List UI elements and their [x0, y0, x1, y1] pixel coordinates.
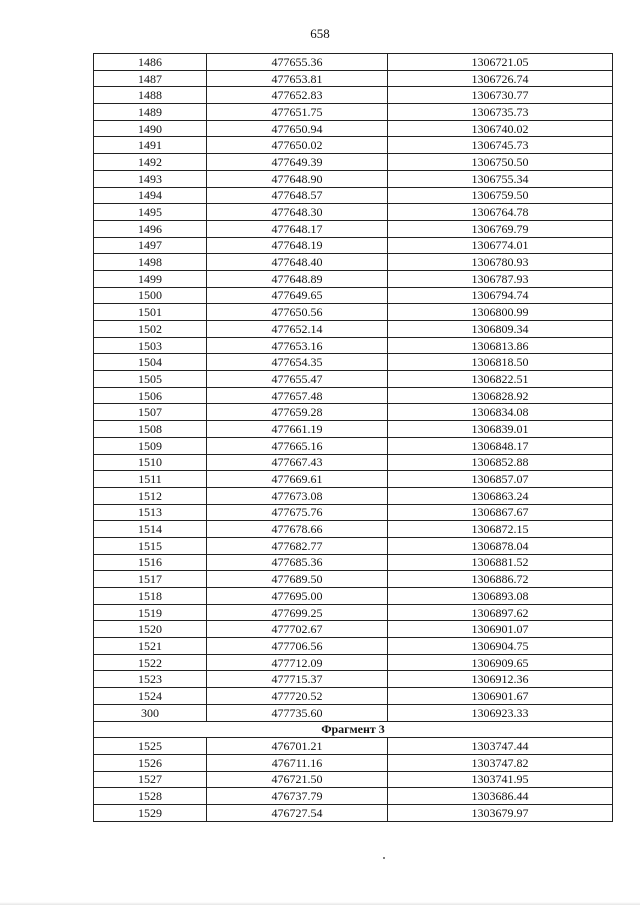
scan-speck [383, 857, 385, 859]
x-coordinate-cell: 477685.36 [207, 554, 388, 571]
point-number-cell: 1529 [94, 804, 207, 821]
y-coordinate-cell: 1306730.77 [388, 87, 613, 104]
point-number-cell: 1524 [94, 688, 207, 705]
x-coordinate-cell: 477648.90 [207, 170, 388, 187]
table-row [94, 154, 613, 171]
y-coordinate-cell: 1306769.79 [388, 220, 613, 237]
point-number-cell: 1488 [94, 87, 207, 104]
point-number-cell: 1509 [94, 437, 207, 454]
y-coordinate-cell: 1306822.51 [388, 371, 613, 388]
section-row [94, 721, 613, 738]
point-number-cell: 1512 [94, 487, 207, 504]
x-coordinate-cell: 476701.21 [207, 738, 388, 755]
table-row [94, 487, 613, 504]
point-number-cell: 1523 [94, 671, 207, 688]
x-coordinate-cell: 477648.57 [207, 187, 388, 204]
x-coordinate-cell: 477720.52 [207, 688, 388, 705]
y-coordinate-cell: 1306886.72 [388, 571, 613, 588]
y-coordinate-cell: 1306878.04 [388, 537, 613, 554]
point-number-cell: 1517 [94, 571, 207, 588]
point-number-cell: 1504 [94, 354, 207, 371]
table-row [94, 738, 613, 755]
x-coordinate-cell: 477669.61 [207, 471, 388, 488]
table-row [94, 638, 613, 655]
y-coordinate-cell: 1306848.17 [388, 437, 613, 454]
y-coordinate-cell: 1306780.93 [388, 254, 613, 271]
x-coordinate-cell: 477665.16 [207, 437, 388, 454]
table-row [94, 521, 613, 538]
y-coordinate-cell: 1306750.50 [388, 154, 613, 171]
x-coordinate-cell: 477715.37 [207, 671, 388, 688]
x-coordinate-cell: 477652.83 [207, 87, 388, 104]
y-coordinate-cell: 1306818.50 [388, 354, 613, 371]
point-number-cell: 1508 [94, 421, 207, 438]
x-coordinate-cell: 477661.19 [207, 421, 388, 438]
table-row [94, 804, 613, 821]
point-number-cell: 1486 [94, 54, 207, 71]
point-number-cell: 1526 [94, 754, 207, 771]
y-coordinate-cell: 1306897.62 [388, 604, 613, 621]
table-row [94, 404, 613, 421]
y-coordinate-cell: 1306839.01 [388, 421, 613, 438]
point-number-cell: 1521 [94, 638, 207, 655]
point-number-cell: 1506 [94, 387, 207, 404]
point-number-cell: 1489 [94, 104, 207, 121]
x-coordinate-cell: 476721.50 [207, 771, 388, 788]
x-coordinate-cell: 476737.79 [207, 788, 388, 805]
x-coordinate-cell: 477702.67 [207, 621, 388, 638]
point-number-cell: 1496 [94, 220, 207, 237]
point-number-cell: 1514 [94, 521, 207, 538]
y-coordinate-cell: 1306800.99 [388, 304, 613, 321]
point-number-cell: 1490 [94, 120, 207, 137]
y-coordinate-cell: 1306867.67 [388, 504, 613, 521]
point-number-cell: 1528 [94, 788, 207, 805]
y-coordinate-cell: 1303686.44 [388, 788, 613, 805]
point-number-cell: 1505 [94, 371, 207, 388]
table-row [94, 754, 613, 771]
point-number-cell: 1491 [94, 137, 207, 154]
x-coordinate-cell: 477650.56 [207, 304, 388, 321]
y-coordinate-cell: 1306863.24 [388, 487, 613, 504]
table-row [94, 187, 613, 204]
point-number-cell: 1519 [94, 604, 207, 621]
x-coordinate-cell: 477648.89 [207, 270, 388, 287]
table-row [94, 354, 613, 371]
point-number-cell: 1511 [94, 471, 207, 488]
y-coordinate-cell: 1306735.73 [388, 104, 613, 121]
coordinates-table [93, 53, 613, 822]
x-coordinate-cell: 477689.50 [207, 571, 388, 588]
table-row [94, 788, 613, 805]
y-coordinate-cell: 1303741.95 [388, 771, 613, 788]
x-coordinate-cell: 477657.48 [207, 387, 388, 404]
table-row [94, 237, 613, 254]
point-number-cell: 1527 [94, 771, 207, 788]
table-row [94, 604, 613, 621]
point-number-cell: 1518 [94, 588, 207, 605]
table-row [94, 671, 613, 688]
y-coordinate-cell: 1306834.08 [388, 404, 613, 421]
x-coordinate-cell: 477650.94 [207, 120, 388, 137]
y-coordinate-cell: 1306901.67 [388, 688, 613, 705]
x-coordinate-cell: 477651.75 [207, 104, 388, 121]
point-number-cell: 1492 [94, 154, 207, 171]
y-coordinate-cell: 1306857.07 [388, 471, 613, 488]
table-row [94, 337, 613, 354]
table-row [94, 471, 613, 488]
x-coordinate-cell: 477682.77 [207, 537, 388, 554]
y-coordinate-cell: 1306813.86 [388, 337, 613, 354]
table-row [94, 371, 613, 388]
y-coordinate-cell: 1306809.34 [388, 321, 613, 338]
y-coordinate-cell: 1306745.73 [388, 137, 613, 154]
y-coordinate-cell: 1306909.65 [388, 654, 613, 671]
x-coordinate-cell: 477655.47 [207, 371, 388, 388]
x-coordinate-cell: 477648.40 [207, 254, 388, 271]
point-number-cell: 1497 [94, 237, 207, 254]
point-number-cell: 1493 [94, 170, 207, 187]
x-coordinate-cell: 477653.81 [207, 70, 388, 87]
point-number-cell: 1503 [94, 337, 207, 354]
point-number-cell: 1498 [94, 254, 207, 271]
table-row [94, 588, 613, 605]
x-coordinate-cell: 477655.36 [207, 54, 388, 71]
table-row [94, 554, 613, 571]
point-number-cell: 1522 [94, 654, 207, 671]
y-coordinate-cell: 1306923.33 [388, 704, 613, 721]
y-coordinate-cell: 1306759.50 [388, 187, 613, 204]
table-row [94, 704, 613, 721]
x-coordinate-cell: 477695.00 [207, 588, 388, 605]
point-number-cell: 1500 [94, 287, 207, 304]
point-number-cell: 1499 [94, 270, 207, 287]
x-coordinate-cell: 477678.66 [207, 521, 388, 538]
y-coordinate-cell: 1306893.08 [388, 588, 613, 605]
table-row [94, 170, 613, 187]
table-row [94, 137, 613, 154]
section-title: Фрагмент 3 [94, 721, 613, 738]
table-row [94, 387, 613, 404]
y-coordinate-cell: 1306787.93 [388, 270, 613, 287]
point-number-cell: 1495 [94, 204, 207, 221]
x-coordinate-cell: 477673.08 [207, 487, 388, 504]
table-row [94, 87, 613, 104]
y-coordinate-cell: 1306904.75 [388, 638, 613, 655]
table-row [94, 321, 613, 338]
x-coordinate-cell: 476727.54 [207, 804, 388, 821]
page-number: 658 [310, 26, 330, 41]
point-number-cell: 1494 [94, 187, 207, 204]
table-row [94, 120, 613, 137]
table-row [94, 70, 613, 87]
table-row [94, 254, 613, 271]
y-coordinate-cell: 1303747.44 [388, 738, 613, 755]
point-number-cell: 1520 [94, 621, 207, 638]
table-row [94, 571, 613, 588]
table-row [94, 771, 613, 788]
y-coordinate-cell: 1303679.97 [388, 804, 613, 821]
table-row [94, 270, 613, 287]
point-number-cell: 300 [94, 704, 207, 721]
y-coordinate-cell: 1306740.02 [388, 120, 613, 137]
table-row [94, 537, 613, 554]
table-row [94, 454, 613, 471]
x-coordinate-cell: 477653.16 [207, 337, 388, 354]
y-coordinate-cell: 1303747.82 [388, 754, 613, 771]
x-coordinate-cell: 477648.30 [207, 204, 388, 221]
coordinates-table-body [94, 54, 613, 822]
x-coordinate-cell: 477652.14 [207, 321, 388, 338]
x-coordinate-cell: 477650.02 [207, 137, 388, 154]
y-coordinate-cell: 1306872.15 [388, 521, 613, 538]
point-number-cell: 1501 [94, 304, 207, 321]
table-row [94, 220, 613, 237]
table-row [94, 654, 613, 671]
x-coordinate-cell: 477649.65 [207, 287, 388, 304]
y-coordinate-cell: 1306828.92 [388, 387, 613, 404]
y-coordinate-cell: 1306881.52 [388, 554, 613, 571]
y-coordinate-cell: 1306774.01 [388, 237, 613, 254]
point-number-cell: 1510 [94, 454, 207, 471]
coordinates-table-container [93, 53, 612, 822]
table-row [94, 421, 613, 438]
y-coordinate-cell: 1306901.07 [388, 621, 613, 638]
point-number-cell: 1515 [94, 537, 207, 554]
table-row [94, 504, 613, 521]
x-coordinate-cell: 477649.39 [207, 154, 388, 171]
x-coordinate-cell: 477654.35 [207, 354, 388, 371]
point-number-cell: 1513 [94, 504, 207, 521]
y-coordinate-cell: 1306852.88 [388, 454, 613, 471]
x-coordinate-cell: 477648.17 [207, 220, 388, 237]
x-coordinate-cell: 477699.25 [207, 604, 388, 621]
y-coordinate-cell: 1306755.34 [388, 170, 613, 187]
x-coordinate-cell: 477712.09 [207, 654, 388, 671]
y-coordinate-cell: 1306726.74 [388, 70, 613, 87]
y-coordinate-cell: 1306794.74 [388, 287, 613, 304]
table-row [94, 621, 613, 638]
x-coordinate-cell: 477675.76 [207, 504, 388, 521]
x-coordinate-cell: 477667.43 [207, 454, 388, 471]
point-number-cell: 1525 [94, 738, 207, 755]
table-row [94, 54, 613, 71]
y-coordinate-cell: 1306721.05 [388, 54, 613, 71]
table-row [94, 437, 613, 454]
x-coordinate-cell: 477735.60 [207, 704, 388, 721]
table-row [94, 304, 613, 321]
table-row [94, 104, 613, 121]
point-number-cell: 1487 [94, 70, 207, 87]
point-number-cell: 1507 [94, 404, 207, 421]
x-coordinate-cell: 476711.16 [207, 754, 388, 771]
table-row [94, 204, 613, 221]
table-row [94, 287, 613, 304]
point-number-cell: 1502 [94, 321, 207, 338]
x-coordinate-cell: 477659.28 [207, 404, 388, 421]
table-row [94, 688, 613, 705]
y-coordinate-cell: 1306764.78 [388, 204, 613, 221]
y-coordinate-cell: 1306912.36 [388, 671, 613, 688]
x-coordinate-cell: 477648.19 [207, 237, 388, 254]
x-coordinate-cell: 477706.56 [207, 638, 388, 655]
point-number-cell: 1516 [94, 554, 207, 571]
